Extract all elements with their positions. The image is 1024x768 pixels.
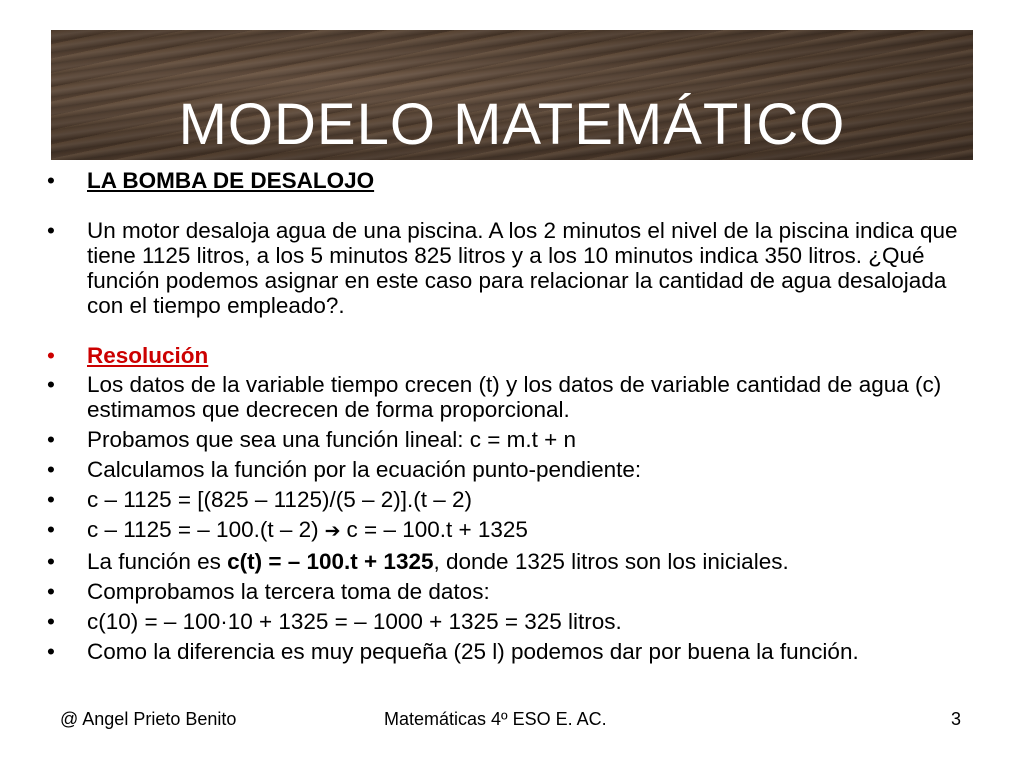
list-item xyxy=(45,517,975,544)
equation-line xyxy=(87,517,975,544)
result-function: c(t) = – 100.t + 1325 xyxy=(227,549,434,574)
arrow-right-icon: ➔ xyxy=(324,521,341,542)
result-prefix: La función es xyxy=(87,549,228,574)
equation-line: c(10) = – 100·10 + 1325 = – 1000 + 1325 = 325 litros. xyxy=(87,609,622,634)
list-item-text: Calculamos la función por la ecuación punto-pendiente: xyxy=(87,457,642,482)
list-item xyxy=(45,639,975,664)
bullet-icon: • xyxy=(47,549,55,574)
equation-right: c = – 100.t + 1325 xyxy=(346,517,528,542)
list-item-text: Comprobamos la tercera toma de datos: xyxy=(87,579,490,604)
conclusion-text: Como la diferencia es muy pequeña (25 l) podemos dar por buena la función. xyxy=(87,639,859,664)
bullet-icon: • xyxy=(47,609,55,634)
equation-left: c – 1125 = – 100.(t – 2) xyxy=(87,517,319,542)
result-suffix: , donde 1325 litros son los iniciales. xyxy=(433,549,789,574)
bullet-icon: • xyxy=(47,457,55,482)
list-item-text: Los datos de la variable tiempo crecen (t) y los datos de variable cantidad de agua (c) estimamos que decrecen de forma proporcional. xyxy=(87,372,942,422)
bullet-icon: • xyxy=(47,168,55,193)
bullet-icon: • xyxy=(47,372,55,397)
list-item xyxy=(45,487,975,512)
list-item xyxy=(45,457,975,482)
list-item xyxy=(45,343,975,368)
footer-author: @ Angel Prieto Benito xyxy=(60,709,237,729)
bullet-icon: • xyxy=(47,487,55,512)
list-item xyxy=(45,372,975,422)
list-item xyxy=(45,168,975,193)
bullet-icon: • xyxy=(47,343,55,368)
title-banner xyxy=(51,30,973,160)
resolution-heading: Resolución xyxy=(87,343,209,368)
list-item xyxy=(45,218,975,318)
bullet-icon: • xyxy=(47,427,55,452)
list-item xyxy=(45,609,975,634)
slide-title: MODELO MATEMÁTICO xyxy=(178,92,846,157)
bullet-icon: • xyxy=(47,579,55,604)
list-item-text: Probamos que sea una función lineal: c = m.t + n xyxy=(87,427,577,452)
list-item xyxy=(45,427,975,452)
list-item xyxy=(45,579,975,604)
section-heading: LA BOMBA DE DESALOJO xyxy=(87,168,375,193)
slide-body xyxy=(45,168,975,664)
bullet-icon: • xyxy=(47,218,55,243)
bullet-icon: • xyxy=(47,639,55,664)
slide-footer xyxy=(0,705,1024,733)
page-number: 3 xyxy=(951,709,962,729)
problem-statement: Un motor desaloja agua de una piscina. A los 2 minutos el nivel de la piscina indica que tiene 1125 litros, a los 5 minutos 825 litros y a los 10 minutos indica 350 litros. ¿Qué función podemos asignar en este caso para relacionar la cantidad de agua desalojada con el tiempo empleado?. xyxy=(87,218,958,318)
list-item xyxy=(45,549,975,574)
equation-line: c – 1125 = [(825 – 1125)/(5 – 2)].(t – 2) xyxy=(87,487,473,512)
footer-course: Matemáticas 4º ESO E. AC. xyxy=(384,709,607,729)
bullet-icon: • xyxy=(47,517,55,542)
function-result xyxy=(87,549,975,574)
